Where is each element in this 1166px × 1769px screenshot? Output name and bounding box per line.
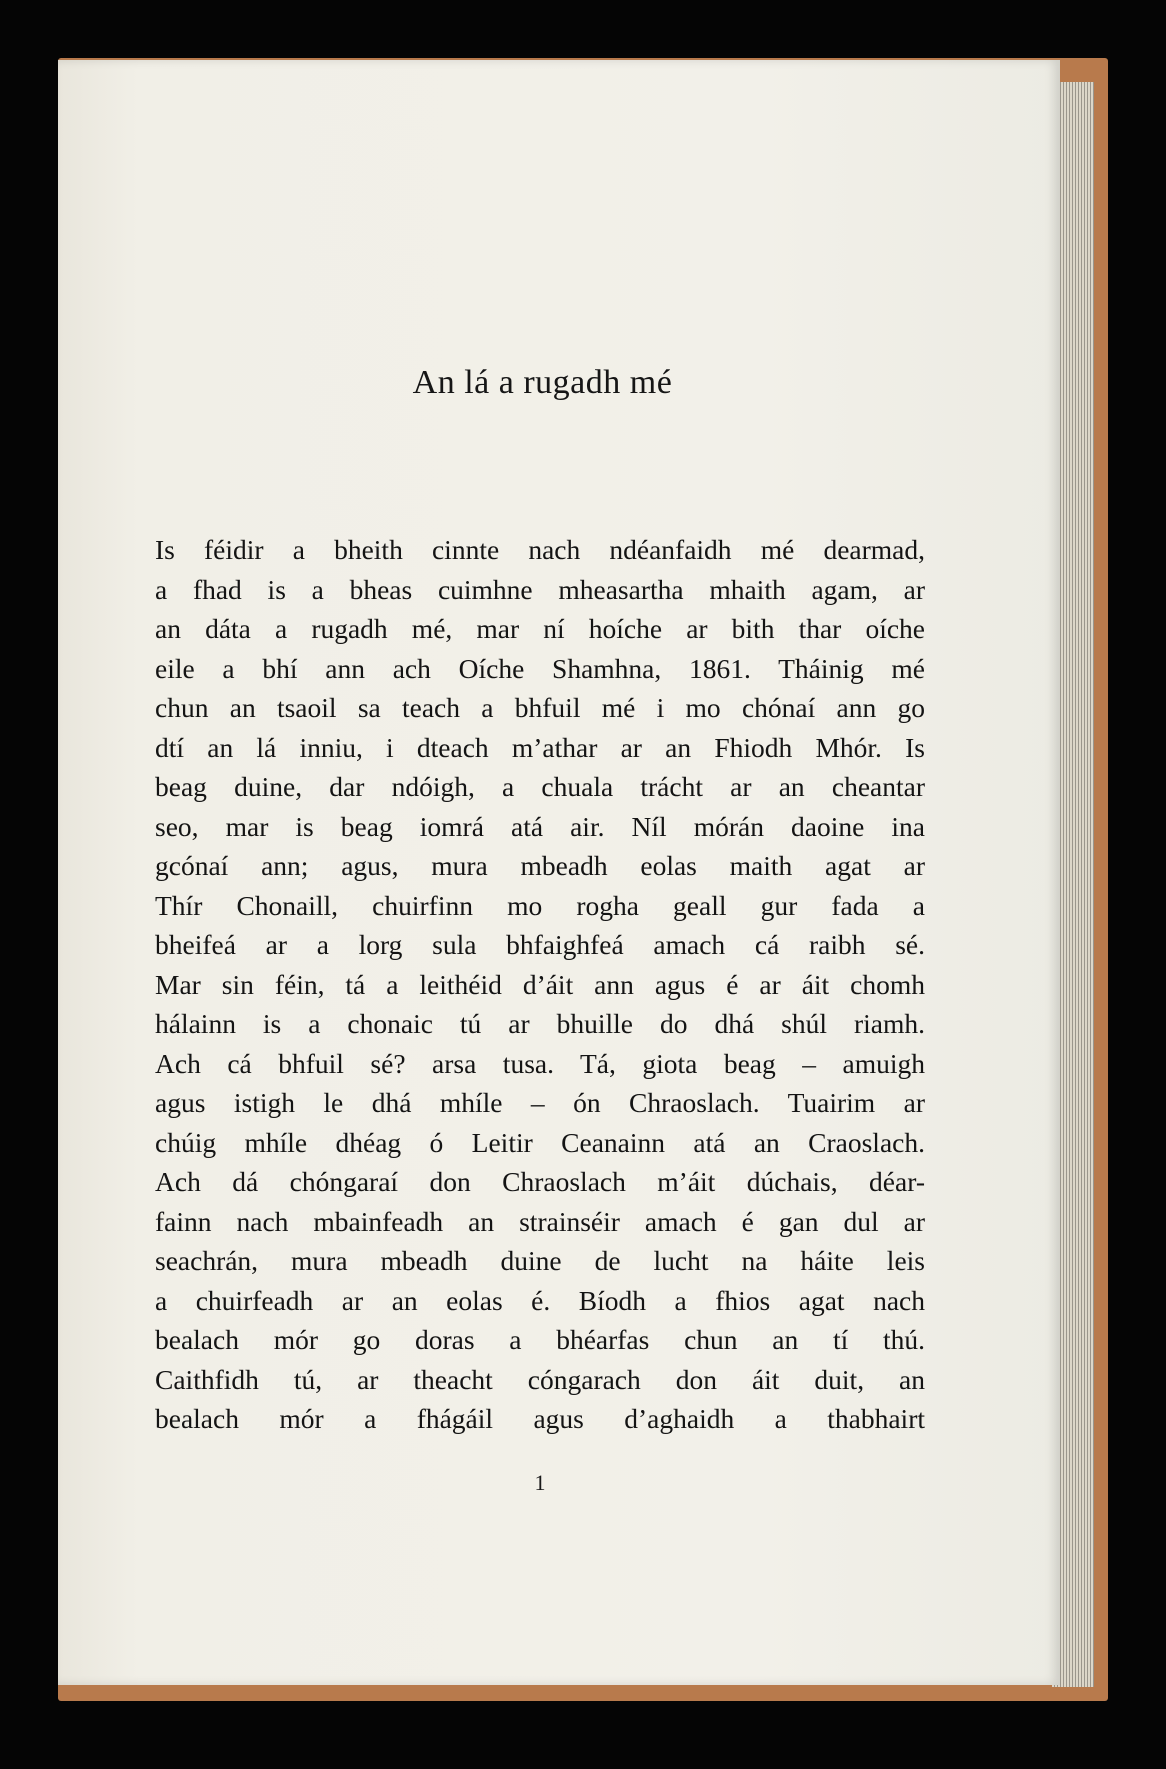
- text-line: Caithfidh tú, ar theacht cóngarach don áit duit, an: [155, 1363, 925, 1395]
- text-line: agus istigh le dhá mhíle – ón Chraoslach. Tuairim ar: [155, 1087, 925, 1118]
- text-line: Ach cá bhfuil sé? arsa tusa. Tá, giota beag – amuigh: [155, 1047, 925, 1079]
- text-line: eile a bhí ann ach Oíche Shamhna, 1861. Tháinig mé: [155, 652, 925, 684]
- text-line: seo, mar is beag iomrá atá air. Níl mórán daoine ina: [155, 810, 925, 842]
- text-line: a chuirfeadh ar an eolas é. Bíodh a fhios agat nach: [155, 1284, 925, 1316]
- text-line: bealach mór a fhágáil agus d’aghaidh a thabhairt: [155, 1403, 925, 1434]
- text-line: chun an tsaoil sa teach a bhfuil mé i mo chónaí ann go: [155, 692, 925, 723]
- text-line: a fhad is a bheas cuimhne mheasartha mhaith agam, ar: [155, 573, 925, 605]
- body-text: [155, 530, 925, 1439]
- text-line: Mar sin féin, tá a leithéid d’áit ann agus é ar áit chomh: [155, 968, 925, 1000]
- text-line: an dáta a rugadh mé, mar ní hoíche ar bith thar oíche: [155, 613, 925, 644]
- text-line: bealach mór go doras a bhéarfas chun an tí thú.: [155, 1324, 925, 1355]
- text-line: chúig mhíle dhéag ó Leitir Ceanainn atá an Craoslach.: [155, 1126, 925, 1158]
- text-line: beag duine, dar ndóigh, a chuala trácht ar an cheantar: [155, 771, 925, 802]
- text-line: dtí an lá inniu, i dteach m’athar ar an Fhiodh Mhór. Is: [155, 731, 925, 763]
- text-line: gcónaí ann; agus, mura mbeadh eolas maith agat ar: [155, 850, 925, 881]
- text-line: Thír Chonaill, chuirfinn mo rogha geall gur fada a: [155, 889, 925, 921]
- text-line: bheifeá ar a lorg sula bhfaighfeá amach cá raibh sé.: [155, 929, 925, 960]
- text-line: fainn nach mbainfeadh an strainséir amach é gan dul ar: [155, 1205, 925, 1237]
- text-line: seachrán, mura mbeadh duine de lucht na háite leis: [155, 1245, 925, 1276]
- page-number: 1: [534, 1470, 546, 1495]
- chapter-title: An lá a rugadh mé: [412, 364, 673, 401]
- text-line: Ach dá chóngaraí don Chraoslach m’áit dúchais, déar-: [155, 1166, 925, 1197]
- text-line: hálainn is a chonaic tú ar bhuille do dhá shúl riamh.: [155, 1008, 925, 1039]
- text-line: Is féidir a bheith cinnte nach ndéanfaidh mé dearmad,: [155, 534, 925, 565]
